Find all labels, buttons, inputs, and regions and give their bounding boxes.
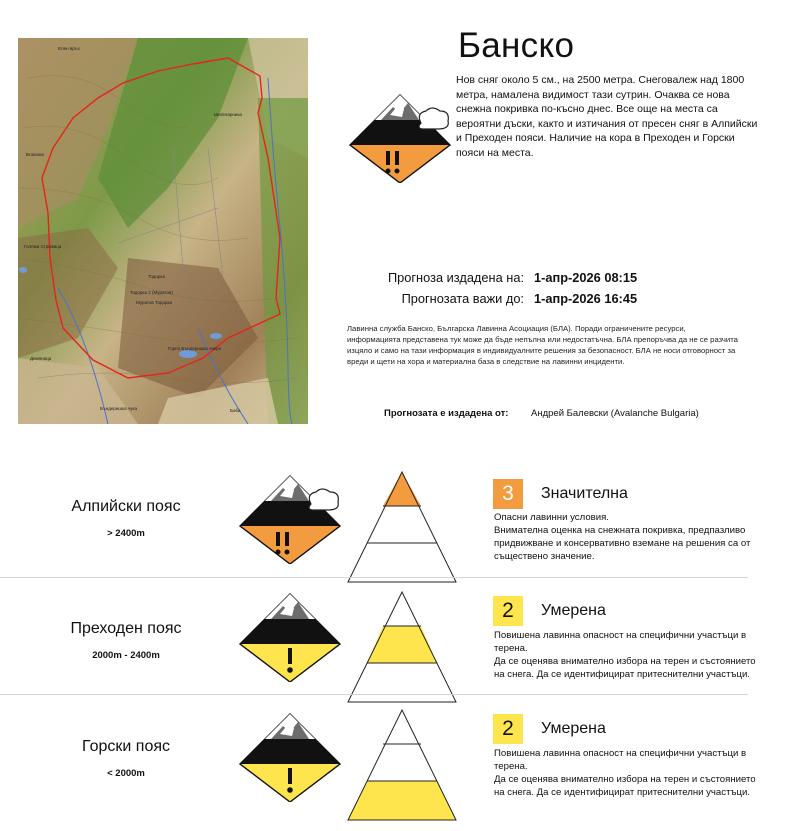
author-label: Прогнозата е издадена от: [384,408,509,419]
danger-level-badge-treeline: 2 [493,596,523,626]
danger-description-text: Повишена лавинна опасност на специфични участъци в терена. Да се оценява внимателно избора на терен и състоянието на снега. Да се идентифицират притеснителни участъци. [494,748,756,798]
issued-value: 1-апр-2026 08:15 [534,270,638,285]
danger-description-text: Повишена лавинна опасност на специфични участъци в терена. Да се оценява внимателно избора на терен и състоянието на снега. Да се идентифицират притеснителни участъци. [494,630,756,680]
cornice-orange-warning-icon [236,474,344,564]
danger-pyramid-below-treeline [346,708,458,822]
mountain-yellow-warning-icon [236,712,344,802]
svg-text:Горно Бъндеришко езеро: Горно Бъндеришко езеро [168,346,222,351]
danger-description-treeline [494,629,756,681]
band-altitude-below-treeline: < 2000m [107,768,145,779]
issued-label: Прогноза издадена на: [387,270,524,285]
danger-level-name-alpine: Значителна [541,485,628,502]
danger-pyramid-treeline [346,590,458,704]
band-altitude-treeline: 2000m - 2400m [92,650,160,661]
terrain-map [18,38,308,424]
band-separator [0,694,748,695]
danger-description-below-treeline [494,747,756,799]
band-altitude-alpine: > 2400m [107,528,145,539]
svg-text:Баба: Баба [230,408,241,413]
author-name: Андрей Балевски (Avalanche Bulgaria) [531,408,699,419]
svg-text:Тодорка 2 (Муратов): Тодорка 2 (Муратов) [130,290,173,295]
danger-pyramid-alpine [346,470,458,584]
danger-level-badge-alpine: 3 [493,479,523,509]
band-name-below-treeline: Горски пояс [82,738,170,755]
mountain-yellow-warning-icon [236,592,344,682]
svg-text:Демяница: Демяница [30,356,52,361]
svg-text:Голяма Стражица: Голяма Стражица [24,244,62,249]
valid-until-label: Прогнозата важи до: [401,291,524,306]
svg-text:Шилигарника: Шилигарника [214,112,242,117]
svg-text:Муратов Тодорка: Муратов Тодорка [136,300,173,305]
svg-text:Бъндеришка чука: Бъндеришка чука [100,406,137,411]
danger-description-alpine [494,511,756,563]
danger-level-name-below-treeline: Умерена [541,720,606,737]
band-name-treeline: Преходен пояс [70,620,182,637]
danger-description-text: Опасни лавинни условия. Внимателна оценка на снежната покривка, предпазливо придвижване и консервативно вземане на решения са от съществено значение. [494,512,751,562]
valid-until-value: 1-апр-2026 16:45 [534,291,638,306]
band-separator [0,577,748,578]
band-name-alpine: Алпийски пояс [71,498,181,515]
cornice-snowpack-warning-icon [346,93,454,183]
disclaimer-text: Лавинна служба Банско, Българска Лавинна Асоциация (БЛА). Поради ограничените ресурси, информацията представена тук може да бъде непълна или недостатъчна. БЛА препоръчва да не се разчита изцяло и само на тази информация в индивидуалните решения за безопасност. БЛА не носи отговорност за вреди и щети на хора и материална база в следствие на лавинни инциденти. [347,324,738,366]
svg-text:Тодорка: Тодорка [148,274,166,279]
svg-text:Влахина: Влахина [26,152,44,157]
danger-level-badge-below-treeline: 2 [493,714,523,744]
page-title: Банско [458,26,575,65]
svg-text:Елен връх: Елен връх [58,46,80,51]
forecast-summary: Нов сняг около 5 см., на 2500 метра. Снеговалеж над 1800 метра, намалена видимост тази сутрин. Очаква се нова снежна покривка по-късно днес. Все още на места са вероятни дъски, както и изтичания от пресен сняг в Алпийски и Преходен пояси. Наличие на кора в Преходен и Горски пояси на места. [456,74,758,159]
danger-level-name-treeline: Умерена [541,602,606,619]
